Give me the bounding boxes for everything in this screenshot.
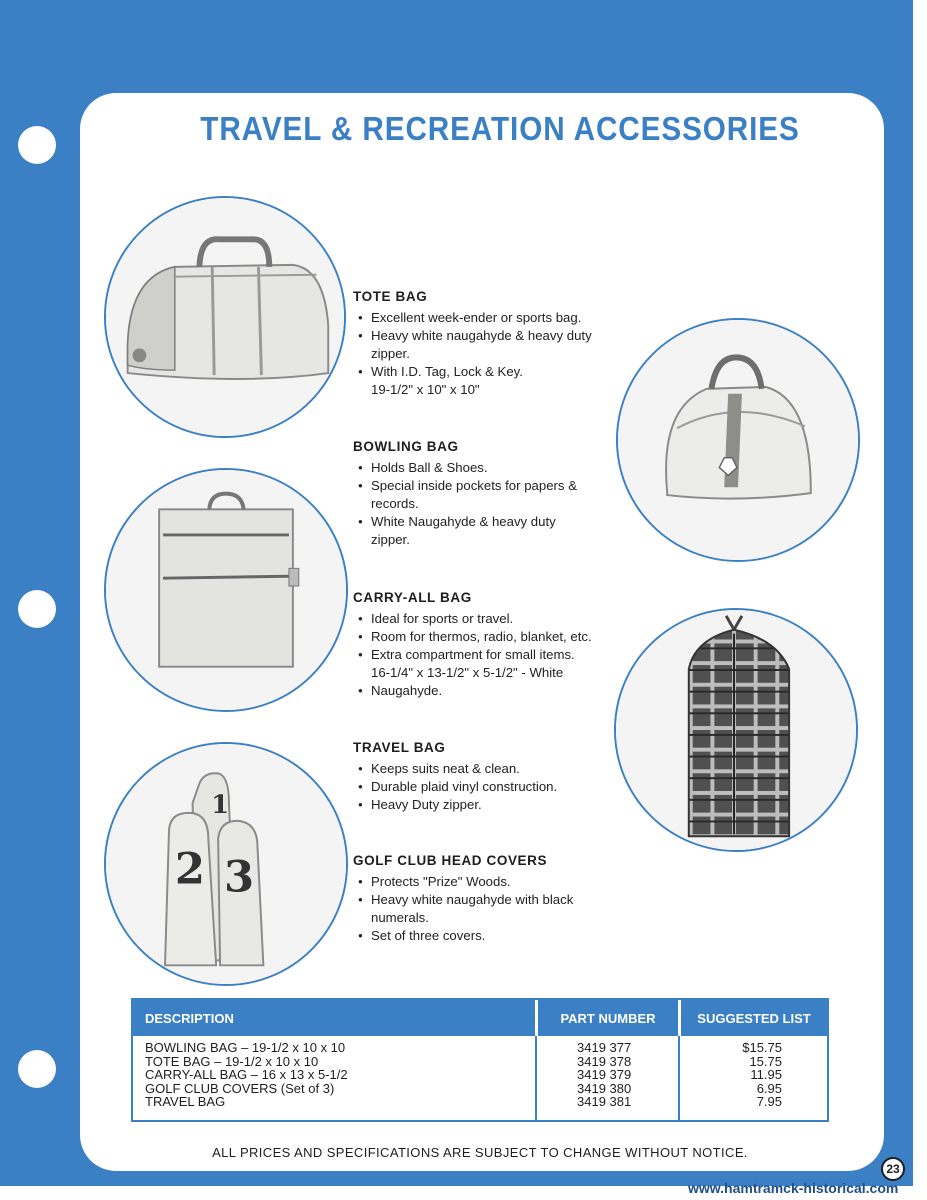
golf-covers-photo	[104, 742, 348, 986]
continued-line: numerals.	[371, 910, 429, 925]
golf-covers-image	[106, 744, 346, 984]
section-carry-all-bag	[353, 590, 607, 700]
golf-numeral-3: 3	[224, 851, 255, 903]
section-tote-bag	[353, 289, 607, 399]
continued-line: 19-1/2" x 10" x 10"	[371, 382, 480, 397]
bullet-line: ● Heavy Duty zipper.	[353, 796, 607, 814]
price-table-header	[133, 1000, 827, 1036]
bullet-line: ● Excellent week-ender or sports bag.	[353, 309, 607, 327]
row-description: CARRY-ALL BAG – 16 x 13 x 5-1/2	[145, 1067, 348, 1082]
website-watermark: www.hamtramck-historical.com	[688, 1180, 899, 1196]
bullet-line: ● Room for thermos, radio, blanket, etc.	[353, 628, 607, 646]
section-travel-bag	[353, 740, 607, 814]
bullet-line: ● Holds Ball & Shoes.	[353, 459, 607, 477]
suggested-list-column	[678, 1036, 827, 1120]
bullet-line: ● Keeps suits neat & clean.	[353, 760, 607, 778]
bullet-line: ● Naugahyde.	[353, 682, 607, 700]
section-heading: GOLF CLUB HEAD COVERS	[353, 853, 548, 868]
description-column	[133, 1036, 535, 1120]
continued-line: records.	[371, 496, 419, 511]
price-table-body	[133, 1036, 827, 1120]
bullet-line: ● Durable plaid vinyl construction.	[353, 778, 607, 796]
row-part-number: 3419 378	[577, 1053, 632, 1069]
section-heading: TRAVEL BAG	[353, 740, 446, 755]
row-description: BOWLING BAG – 19-1/2 x 10 x 10	[145, 1040, 346, 1055]
bullet-line: ● Ideal for sports or travel.	[353, 610, 607, 628]
row-part-number: 3419 380	[577, 1080, 632, 1096]
header-suggested-list: SUGGESTED LIST	[678, 1000, 827, 1036]
section-list	[353, 873, 607, 945]
price-table	[131, 998, 829, 1122]
header-description: DESCRIPTION	[145, 1010, 234, 1026]
disclaimer-note: ALL PRICES AND SPECIFICATIONS ARE SUBJECT TO CHANGE WITHOUT NOTICE.	[212, 1145, 748, 1160]
golf-numeral-2: 2	[174, 843, 205, 895]
section-list	[353, 459, 607, 549]
section-bowling-bag	[353, 439, 607, 549]
bowling-bag-image	[618, 320, 858, 560]
section-list	[353, 309, 607, 399]
bullet-line: ● White Naugahyde & heavy duty	[353, 513, 607, 531]
page-number-badge: 23	[881, 1157, 905, 1181]
row-part-number: 3419 381	[577, 1094, 632, 1109]
carry-all-bag-photo	[104, 468, 348, 712]
row-description: TOTE BAG – 19-1/2 x 10 x 10	[145, 1053, 319, 1069]
section-heading: BOWLING BAG	[353, 439, 459, 454]
row-price: 7.95	[756, 1094, 782, 1109]
punch-hole-bottom	[18, 1050, 56, 1088]
continued-line: zipper.	[371, 532, 410, 547]
bullet-line: ● With I.D. Tag, Lock & Key.	[353, 363, 607, 381]
row-price: $15.75	[742, 1040, 782, 1055]
punch-hole-top	[18, 126, 56, 164]
bullet-line: ● Special inside pockets for papers &	[353, 477, 607, 495]
continued-line: 16-1/4" x 13-1/2" x 5-1/2" - White	[371, 665, 564, 680]
section-list	[353, 610, 607, 700]
travel-bag-image	[616, 610, 856, 850]
section-heading: TOTE BAG	[353, 289, 428, 304]
page-title: TRAVEL & RECREATION ACCESSORIES	[200, 110, 800, 147]
carry-all-bag-image	[106, 470, 346, 710]
bullet-line: ● Set of three covers.	[353, 927, 607, 945]
tote-bag-image	[106, 198, 344, 436]
row-price: 6.95	[756, 1080, 782, 1096]
bullet-line: ● Protects "Prize" Woods.	[353, 873, 607, 891]
section-golf-covers	[353, 853, 607, 945]
section-list	[353, 760, 607, 814]
bowling-bag-photo	[616, 318, 860, 562]
section-heading: CARRY-ALL BAG	[353, 590, 472, 605]
row-part-number: 3419 377	[577, 1040, 632, 1055]
row-description: TRAVEL BAG	[145, 1094, 226, 1109]
row-part-number: 3419 379	[577, 1067, 632, 1082]
golf-numeral-1: 1	[211, 789, 230, 820]
row-price: 11.95	[750, 1067, 782, 1082]
part-number-column	[535, 1036, 678, 1120]
row-description: GOLF CLUB COVERS (Set of 3)	[145, 1080, 335, 1096]
continued-line: zipper.	[371, 346, 410, 361]
row-price: 15.75	[749, 1053, 782, 1069]
tote-bag-photo	[104, 196, 346, 438]
punch-hole-middle	[18, 590, 56, 628]
travel-bag-photo	[614, 608, 858, 852]
bullet-line: ● Extra compartment for small items.	[353, 646, 607, 664]
bullet-line: ● Heavy white naugahyde & heavy duty	[353, 327, 607, 345]
header-part-number: PART NUMBER	[535, 1000, 678, 1036]
bullet-line: ● Heavy white naugahyde with black	[353, 891, 607, 909]
